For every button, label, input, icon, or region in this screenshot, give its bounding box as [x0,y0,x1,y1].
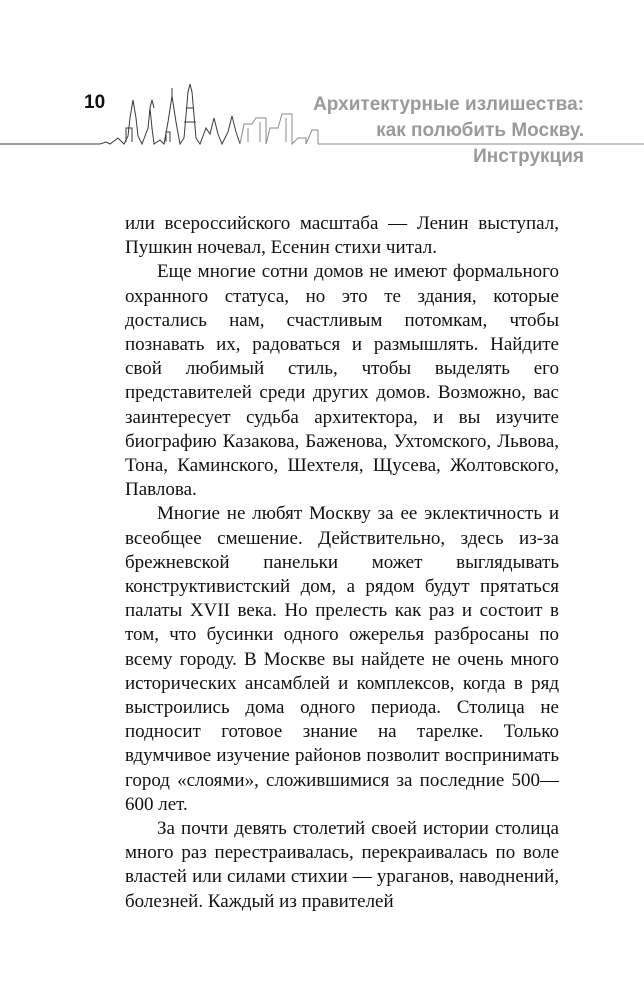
paragraph-1: или всероссийского масштаба — Ленин выступал, Пушкин ночевал, Есенин стихи читал. [125,213,559,259]
paragraph-2: Еще многие сотни домов не имеют формального охранного статуса, но это те здания, которые достались нам, счастливым потомкам, чтобы познавать их, радоваться и размышлять. Найдите свой любимый стиль, чтобы выделять его представителей среди других домов. Возможно, вас заинтересует судьба архитектора, и вы изучите биографию Казакова, Баженова, Ухтомского, Львова, Тона, Каминского, Шехтеля, Щусева, Жолтовского, Павлова. [125,261,559,501]
running-header [0,0,644,167]
book-title [264,92,584,170]
book-title-line-1: Архитектурные излишества: [313,94,584,115]
body-text [125,212,559,914]
paragraph-3: Многие не любят Москву за ее эклектичность и всеобщее смешение. Действительно, здесь из-за брежневской панельки может выглядывать конструктивистский дом, а рядом будут прятаться палаты XVII века. Но прелесть как раз и состоит в том, что бусинки одного ожерелья разбросаны по всему городу. В Москве вы найдете не очень много исторических ансамблей и комплексов, когда в ряд выстроились дома одного периода. Столица не подносит готовое знание на тарелке. Только вдумчивое изучение районов позволит воспринимать город «слоями», сложившимися за последние 500—600 лет. [125,503,559,815]
book-title-line-2: как полюбить Москву. Инструкция [376,120,584,167]
page-number: 10 [84,92,106,113]
paragraph-4: За почти девять столетий своей истории столица много раз перестраивалась, перекраивалась по воле властей или силами стихии — ураганов, наводнений, болезней. Каждый из правителей [125,818,559,912]
